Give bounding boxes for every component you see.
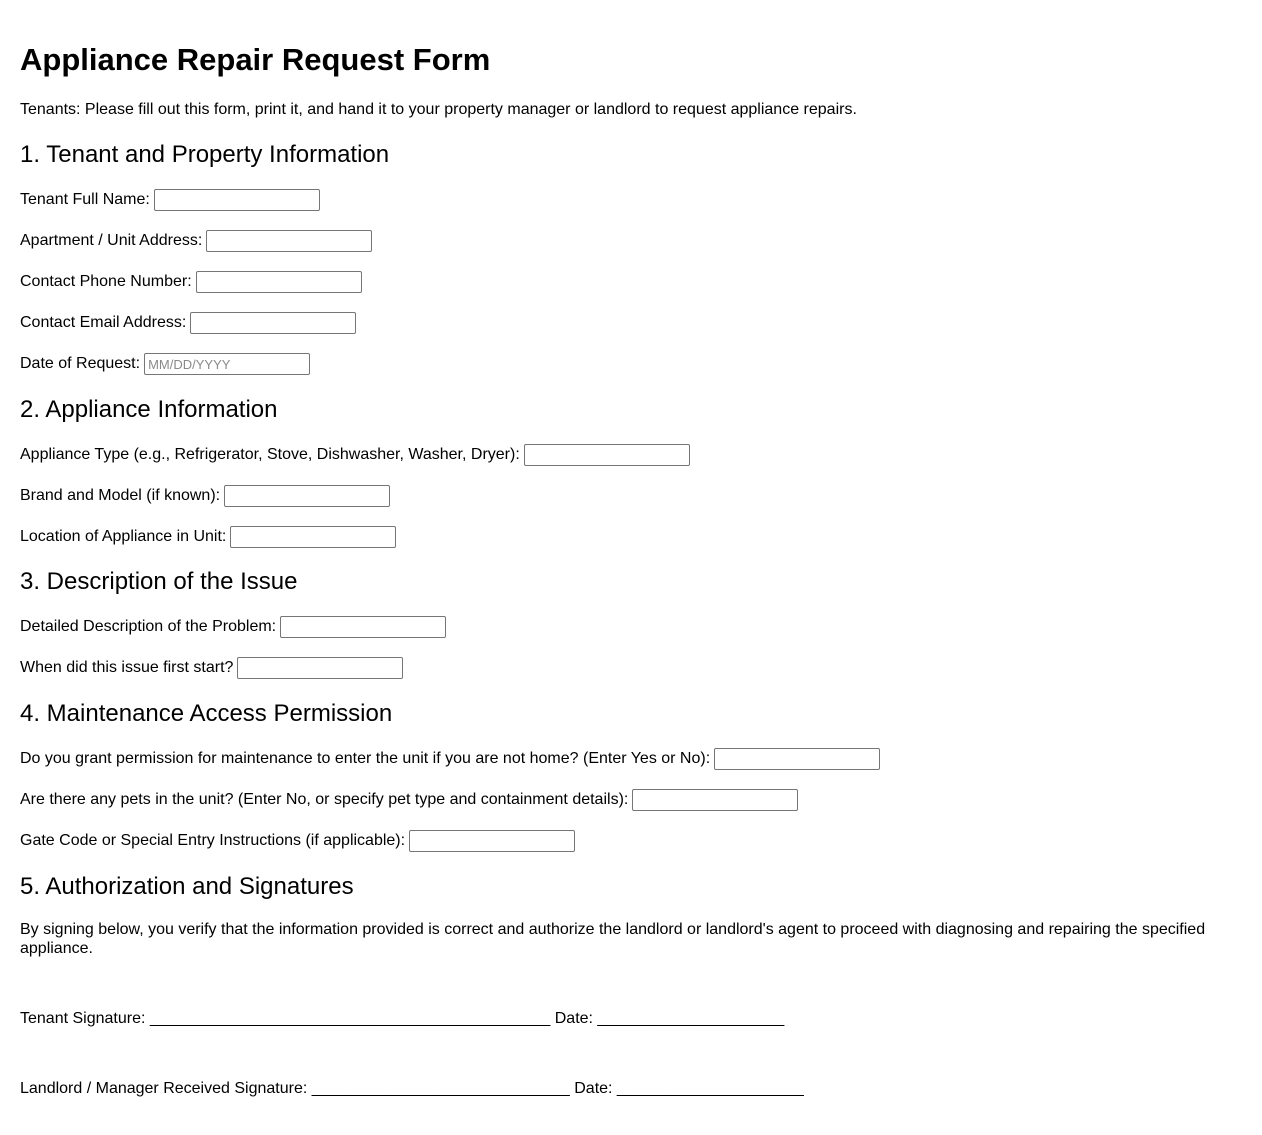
pets-input[interactable]	[632, 789, 798, 811]
field-row-issue-start	[20, 656, 403, 680]
gate-code-label: Gate Code or Special Entry Instructions (if applicable):	[20, 832, 406, 849]
phone-input[interactable]	[196, 271, 362, 293]
pets-label: Are there any pets in the unit? (Enter No, or specify pet type and containment details):	[20, 791, 629, 808]
field-row-gate-code	[20, 829, 575, 853]
field-row-entry-permission	[20, 747, 880, 771]
field-row-unit-address	[20, 229, 372, 253]
unit-address-label: Apartment / Unit Address:	[20, 232, 203, 249]
email-label: Contact Email Address:	[20, 314, 187, 331]
email-input[interactable]	[190, 312, 356, 334]
appliance-location-label: Location of Appliance in Unit:	[20, 528, 227, 545]
entry-permission-input[interactable]	[714, 748, 880, 770]
unit-address-input[interactable]	[206, 230, 372, 252]
appliance-type-input[interactable]	[524, 444, 690, 466]
field-row-email	[20, 311, 356, 335]
section-heading-tenant: 1. Tenant and Property Information	[20, 141, 390, 168]
tenant-name-input[interactable]	[154, 189, 320, 211]
issue-start-input[interactable]	[237, 657, 403, 679]
section-heading-appliance: 2. Appliance Information	[20, 396, 278, 423]
authorization-text: By signing below, you verify that the information provided is correct and authorize the landlord or landlord's agent to proceed with diagnosing and repairing the specified appliance.	[20, 921, 1206, 957]
field-row-appliance-type	[20, 443, 690, 467]
entry-permission-label: Do you grant permission for maintenance to enter the unit if you are not home? (Enter Yes or No):	[20, 750, 711, 767]
field-row-pets	[20, 788, 798, 812]
landlord-signature-line: Landlord / Manager Received Signature: _____________________________ Date: _____________________	[20, 1080, 804, 1097]
field-row-brand-model	[20, 484, 390, 508]
gate-code-input[interactable]	[409, 830, 575, 852]
field-row-appliance-location	[20, 525, 396, 549]
section-heading-authorization: 5. Authorization and Signatures	[20, 873, 354, 900]
problem-description-input[interactable]	[280, 616, 446, 638]
request-date-input[interactable]	[144, 353, 310, 375]
request-date-label: Date of Request:	[20, 355, 141, 372]
issue-start-label: When did this issue first start?	[20, 659, 234, 676]
tenant-name-label: Tenant Full Name:	[20, 191, 150, 208]
section-heading-access: 4. Maintenance Access Permission	[20, 700, 393, 727]
field-row-tenant-name	[20, 188, 320, 212]
brand-model-input[interactable]	[224, 485, 390, 507]
intro-text: Tenants: Please fill out this form, print it, and hand it to your property manager or landlord to request appliance repairs.	[20, 101, 857, 118]
tenant-signature-line: Tenant Signature: _____________________________________________ Date: _____________________	[20, 1010, 785, 1027]
field-row-phone	[20, 270, 362, 294]
appliance-type-label: Appliance Type (e.g., Refrigerator, Stove, Dishwasher, Washer, Dryer):	[20, 446, 520, 463]
brand-model-label: Brand and Model (if known):	[20, 487, 221, 504]
phone-label: Contact Phone Number:	[20, 273, 192, 290]
appliance-location-input[interactable]	[230, 526, 396, 548]
field-row-request-date	[20, 352, 310, 376]
problem-description-label: Detailed Description of the Problem:	[20, 618, 277, 635]
section-heading-issue: 3. Description of the Issue	[20, 568, 298, 595]
page-title: Appliance Repair Request Form	[20, 42, 491, 77]
field-row-problem-description	[20, 615, 446, 639]
